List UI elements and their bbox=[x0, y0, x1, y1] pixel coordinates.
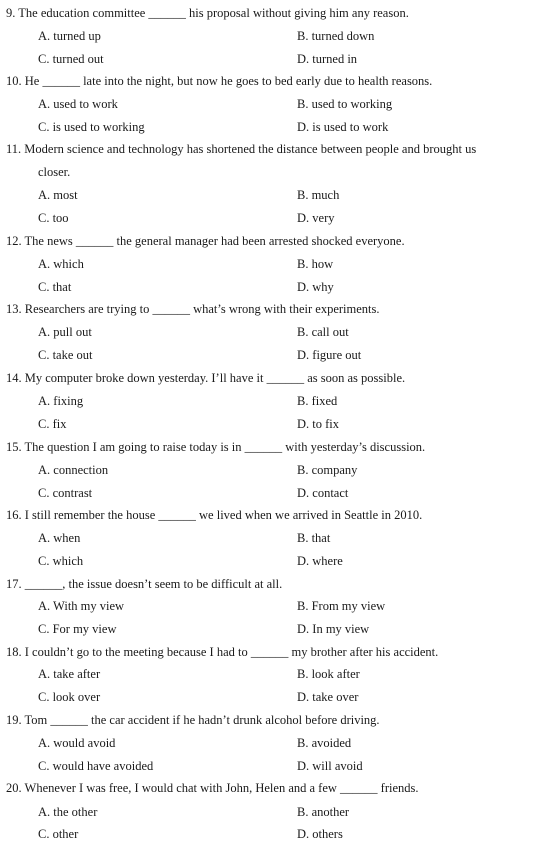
option-a: A. used to work bbox=[38, 97, 118, 111]
option-d: D. will avoid bbox=[297, 759, 363, 773]
question-stem: 18. I couldn’t go to the meeting because I had to ______ my brother after his accident. bbox=[6, 645, 439, 659]
option-a: A. which bbox=[38, 257, 84, 271]
question-stem: 15. The question I am going to raise today is in ______ with yesterday’s discussion. bbox=[6, 440, 426, 454]
option-d: D. figure out bbox=[297, 348, 362, 362]
question-stem: 17. ______, the issue doesn’t seem to be difficult at all. bbox=[6, 577, 283, 591]
option-a: A. connection bbox=[38, 463, 109, 477]
option-c: C. is used to working bbox=[38, 120, 145, 134]
question-stem: 11. Modern science and technology has shortened the distance between people and brought us bbox=[6, 142, 477, 156]
option-b: B. how bbox=[297, 257, 334, 271]
option-b: B. used to working bbox=[297, 97, 393, 111]
option-b: B. that bbox=[297, 531, 331, 545]
option-a: A. when bbox=[38, 531, 81, 545]
option-d: D. why bbox=[297, 280, 334, 294]
option-a: A. take after bbox=[38, 667, 101, 681]
option-b: B. turned down bbox=[297, 29, 375, 43]
option-b: B. look after bbox=[297, 667, 360, 681]
question-stem: 9. The education committee ______ his proposal without giving him any reason. bbox=[6, 6, 409, 20]
question-stem-continued: closer. bbox=[38, 165, 71, 179]
option-a: A. most bbox=[38, 188, 78, 202]
option-c: C. look over bbox=[38, 690, 101, 704]
question-stem: 14. My computer broke down yesterday. I’ll have it ______ as soon as possible. bbox=[6, 371, 406, 385]
question-stem: 20. Whenever I was free, I would chat with John, Helen and a few ______ friends. bbox=[6, 781, 419, 795]
option-b: B. another bbox=[297, 805, 350, 819]
option-d: D. take over bbox=[297, 690, 359, 704]
option-a: A. the other bbox=[38, 805, 98, 819]
option-b: B. From my view bbox=[297, 599, 386, 613]
option-a: A. would avoid bbox=[38, 736, 116, 750]
question-stem: 13. Researchers are trying to ______ what’s wrong with their experiments. bbox=[6, 302, 380, 316]
option-d: D. In my view bbox=[297, 622, 370, 636]
option-d: D. is used to work bbox=[297, 120, 389, 134]
option-c: C. contrast bbox=[38, 486, 93, 500]
option-b: B. call out bbox=[297, 325, 349, 339]
option-a: A. With my view bbox=[38, 599, 125, 613]
option-d: D. others bbox=[297, 827, 343, 841]
option-b: B. fixed bbox=[297, 394, 338, 408]
option-d: D. to fix bbox=[297, 417, 340, 431]
option-d: D. where bbox=[297, 554, 343, 568]
option-c: C. For my view bbox=[38, 622, 117, 636]
question-stem: 16. I still remember the house ______ we lived when we arrived in Seattle in 2010. bbox=[6, 508, 423, 522]
option-b: B. avoided bbox=[297, 736, 352, 750]
option-d: D. very bbox=[297, 211, 335, 225]
option-c: C. that bbox=[38, 280, 72, 294]
option-c: C. other bbox=[38, 827, 79, 841]
option-c: C. too bbox=[38, 211, 69, 225]
option-c: C. which bbox=[38, 554, 84, 568]
question-stem: 19. Tom ______ the car accident if he hadn’t drunk alcohol before driving. bbox=[6, 713, 380, 727]
option-c: C. turned out bbox=[38, 52, 104, 66]
option-b: B. company bbox=[297, 463, 358, 477]
question-stem: 12. The news ______ the general manager had been arrested shocked everyone. bbox=[6, 234, 405, 248]
option-a: A. turned up bbox=[38, 29, 101, 43]
option-d: D. contact bbox=[297, 486, 349, 500]
option-c: C. would have avoided bbox=[38, 759, 154, 773]
option-d: D. turned in bbox=[297, 52, 358, 66]
option-c: C. fix bbox=[38, 417, 67, 431]
question-stem: 10. He ______ late into the night, but now he goes to bed early due to health reasons. bbox=[6, 74, 433, 88]
option-a: A. pull out bbox=[38, 325, 92, 339]
option-b: B. much bbox=[297, 188, 340, 202]
option-c: C. take out bbox=[38, 348, 93, 362]
option-a: A. fixing bbox=[38, 394, 84, 408]
